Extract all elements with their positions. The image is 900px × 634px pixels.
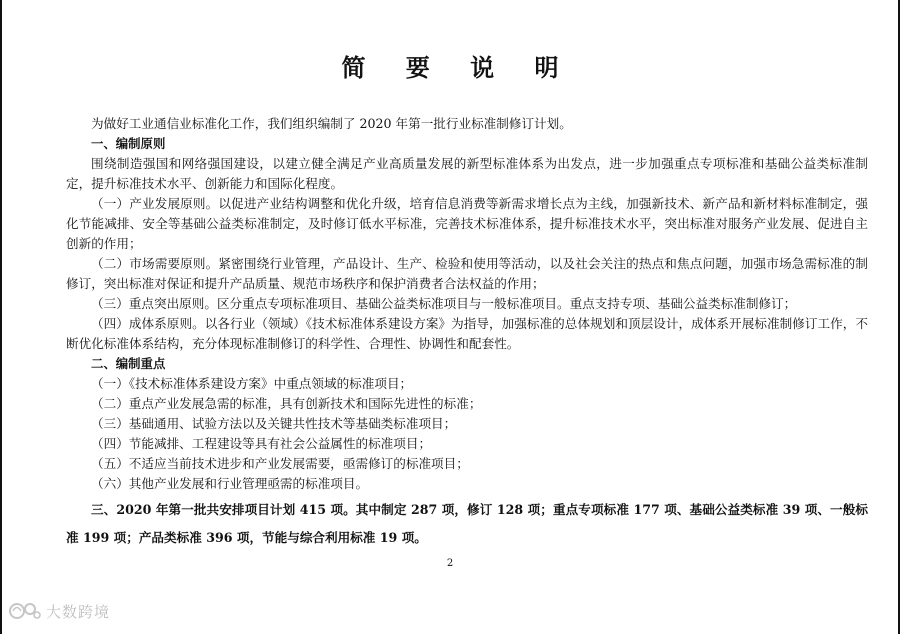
section-heading-priorities: 二、编制重点	[91, 356, 166, 371]
priority-item: （六）其他产业发展和行业管理亟需的标准项目。	[91, 476, 369, 491]
page-number: 2	[446, 558, 454, 569]
principles-paragraph: 围绕制造强国和网络强国建设，以建立健全满足产业高质量发展的新型标准体系为出发点，进一步加强重点专项标准和基础公益类标准制定，提升标准技术水平、创新能力和国际化程度。	[66, 156, 868, 191]
principles-paragraph: （二）市场需要原则。紧密围绕行业管理，产品设计、生产、检验和使用等活动，以及社会关注的热点和焦点问题，加强市场急需标准的制修订，突出标准对保证和提升产品质量、规范市场秩序和保护消费者合法权益的作用；	[66, 256, 868, 291]
summary-paragraph: 三、2020 年第一批共安排项目计划 415 项。其中制定 287 项，修订 128 项；重点专项标准 177 项、基础公益类标准 39 项、一般标准 199 项；产品类标准 396 项，节能与综合利用标准 19 项。	[66, 502, 868, 545]
document-body	[66, 114, 868, 552]
section-heading-principles: 一、编制原则	[91, 136, 166, 151]
priority-item: （四）节能减排、工程建设等具有社会公益属性的标准项目；	[91, 436, 432, 451]
principles-paragraph: （三）重点突出原则。区分重点专项标准项目、基础公益类标准项目与一般标准项目。重点支持专项、基础公益类标准制修订；	[91, 296, 797, 311]
watermark-text: 大数跨境	[46, 602, 111, 621]
priority-item: （二）重点产业发展急需的标准，具有创新技术和国际先进性的标准；	[91, 396, 482, 411]
intro-paragraph: 为做好工业通信业标准化工作，我们组织编制了 2020 年第一批行业标准制修订计划。	[91, 116, 572, 131]
priority-item: （一）《技术标准体系建设方案》中重点领域的标准项目；	[91, 376, 413, 391]
priority-item: （五）不适应当前技术进步和产业发展需要，亟需修订的标准项目；	[91, 456, 469, 471]
principles-paragraph: （一）产业发展原则。以促进产业结构调整和优化升级，培育信息消费等新需求增长点为主线，加强新技术、新产品和新材料标准制定，强化节能减排、安全等基础公益类标准制定，及时修订低水平标准，完善技术标准体系，提升标准技术水平，突出标准对服务产业发展、促进自主创新的作用；	[66, 196, 868, 251]
principles-paragraph: （四）成体系原则。以各行业（领域）《技术标准体系建设方案》为指导，加强标准的总体规划和顶层设计，成体系开展标准制修订工作，不断优化标准体系结构，充分体现标准制修订的科学性、合理性、协调性和配套性。	[66, 316, 868, 351]
page-title: 简 要 说 明	[341, 53, 575, 82]
priority-item: （三）基础通用、试验方法以及关键共性技术等基础类标准项目；	[91, 416, 457, 431]
watermark	[8, 600, 110, 622]
logo-icon	[8, 600, 42, 622]
